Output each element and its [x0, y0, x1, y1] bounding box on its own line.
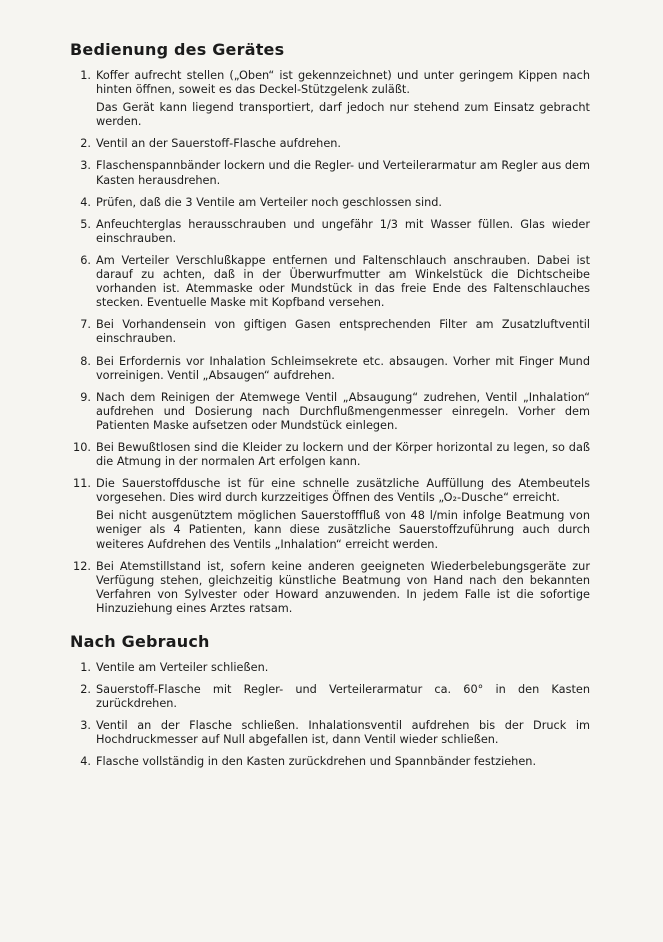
item-paragraph: Bei Bewußtlosen sind die Kleider zu lockern und der Körper horizontal zu legen, so daß die Atmung in der normalen Art erfolgen kann. [96, 440, 590, 469]
list-item [70, 683, 590, 711]
item-text [96, 441, 590, 469]
item-paragraph: Am Verteiler Verschlußkappe entfernen und Faltenschlauch anschrauben. Dabei ist darauf zu achten, daß in der Überwurfmutter am Winkelstück die Dichtscheibe vorhanden ist. Atemmaske oder Mundstück in das freie Ende des Faltenschlauches stecken. Eventuelle Maske mit Kopfband versehen. [96, 253, 590, 310]
item-number: 4. [80, 755, 91, 769]
list-item [70, 355, 590, 383]
item-number: 3. [80, 159, 91, 173]
item-text [96, 196, 590, 210]
item-paragraph: Das Gerät kann liegend transportiert, darf jedoch nur stehend zum Einsatz gebracht werden. [96, 101, 590, 129]
item-paragraph: Sauerstoff-Flasche mit Regler- und Verteilerarmatur ca. 60° in den Kasten zurückdrehen. [96, 683, 590, 711]
item-text [96, 755, 590, 769]
item-text [96, 137, 590, 151]
item-paragraph: Bei Atemstillstand ist, sofern keine anderen geeigneten Wiederbelebungsgeräte zur Verfügung stehen, gleichzeitig künstliche Beatmung von Hand nach den bekannten Verfahren von Sylvester oder Howard anzuwenden. In jedem Falle ist die sofortige Hinzuziehung eines Arztes ratsam. [96, 559, 590, 615]
item-number: 7. [80, 318, 91, 332]
item-text [96, 218, 590, 246]
item-paragraph: Ventile am Verteiler schließen. [96, 661, 269, 674]
item-number: 12. [73, 559, 91, 573]
list-item [70, 137, 590, 151]
item-paragraph: Die Sauerstoffdusche ist für eine schnelle zusätzliche Auffüllung des Atembeutels vorgesehen. Dies wird durch kurzzeitiges Öffnen des Ventils „O₂-Dusche“ erreicht. [96, 477, 590, 505]
item-number: 8. [80, 354, 91, 368]
after-use-steps-list [70, 661, 590, 770]
item-text [96, 254, 590, 310]
item-paragraph: Ventil an der Flasche schließen. Inhalationsventil aufdrehen bis der Druck im Hochdruckmesser auf Null abgefallen ist, dann Ventil wieder schließen. [96, 719, 590, 747]
item-paragraph: Bei nicht ausgenütztem möglichen Sauerstofffluß von 48 l/min infolge Beatmung von weniger als 4 Patienten, kann diese zusätzliche Sauerstoffzuführung auch durch weiteres Aufdrehen des Ventils „Inhalation“ erreicht werden. [96, 509, 590, 551]
item-text [96, 391, 590, 433]
item-text [96, 661, 590, 675]
item-text [96, 159, 590, 187]
item-text [96, 477, 590, 551]
item-text [96, 560, 590, 616]
list-item [70, 318, 590, 346]
list-item [70, 218, 590, 246]
list-item [70, 477, 590, 551]
item-text [96, 318, 590, 346]
item-paragraph: Nach dem Reinigen der Atemwege Ventil „Absaugung“ zudrehen, Ventil „Inhalation“ aufdrehen und Dosierung nach Durchflußmengenmesser einregeln. Vorher dem Patienten Maske aufsetzen oder Mundstück einlegen. [96, 390, 590, 432]
item-number: 11. [73, 477, 91, 491]
item-number: 10. [73, 440, 91, 454]
list-item [70, 560, 590, 616]
item-number: 4. [80, 195, 91, 209]
item-text [96, 69, 590, 129]
list-item [70, 159, 590, 187]
page-content [70, 40, 590, 778]
item-number: 9. [80, 390, 91, 404]
item-paragraph: Bei Erfordernis vor Inhalation Schleimsekrete etc. absaugen. Vorher mit Finger Mund vorreinigen. Ventil „Absaugen“ aufdrehen. [96, 354, 590, 382]
item-text [96, 683, 590, 711]
operation-steps-list [70, 69, 590, 616]
list-item [70, 69, 590, 129]
section-heading-after-use: Nach Gebrauch [70, 632, 210, 651]
list-item [70, 755, 590, 769]
list-item [70, 661, 590, 675]
item-number: 2. [80, 683, 91, 697]
item-text [96, 355, 590, 383]
item-number: 5. [80, 217, 91, 231]
list-item [70, 254, 590, 310]
item-paragraph: Anfeuchterglas herausschrauben und ungefähr 1/3 mit Wasser füllen. Glas wieder einschrauben. [96, 217, 590, 245]
item-number: 1. [80, 69, 91, 82]
item-number: 6. [80, 253, 91, 267]
item-paragraph: Prüfen, daß die 3 Ventile am Verteiler noch geschlossen sind. [96, 195, 443, 209]
item-number: 1. [80, 661, 91, 674]
item-number: 3. [80, 719, 91, 733]
item-paragraph: Bei Vorhandensein von giftigen Gasen entsprechenden Filter am Zusatzluftventil einschrauben. [96, 318, 590, 346]
item-paragraph: Ventil an der Sauerstoff-Flasche aufdrehen. [96, 137, 342, 151]
list-item [70, 196, 590, 210]
item-paragraph: Flaschenspannbänder lockern und die Regler- und Verteilerarmatur am Regler aus dem Kasten herausdrehen. [96, 159, 590, 187]
item-paragraph: Flasche vollständig in den Kasten zurückdrehen und Spannbänder festziehen. [96, 755, 537, 769]
list-item [70, 391, 590, 433]
list-item [70, 441, 590, 469]
list-item [70, 719, 590, 747]
section-heading-operation: Bedienung des Gerätes [70, 40, 285, 59]
item-text [96, 719, 590, 747]
item-number: 2. [80, 137, 91, 151]
item-paragraph: Koffer aufrecht stellen („Oben“ ist gekennzeichnet) und unter geringem Kippen nach hinten öffnen, soweit es das Deckel-Stützgelenk zuläßt. [96, 69, 590, 97]
